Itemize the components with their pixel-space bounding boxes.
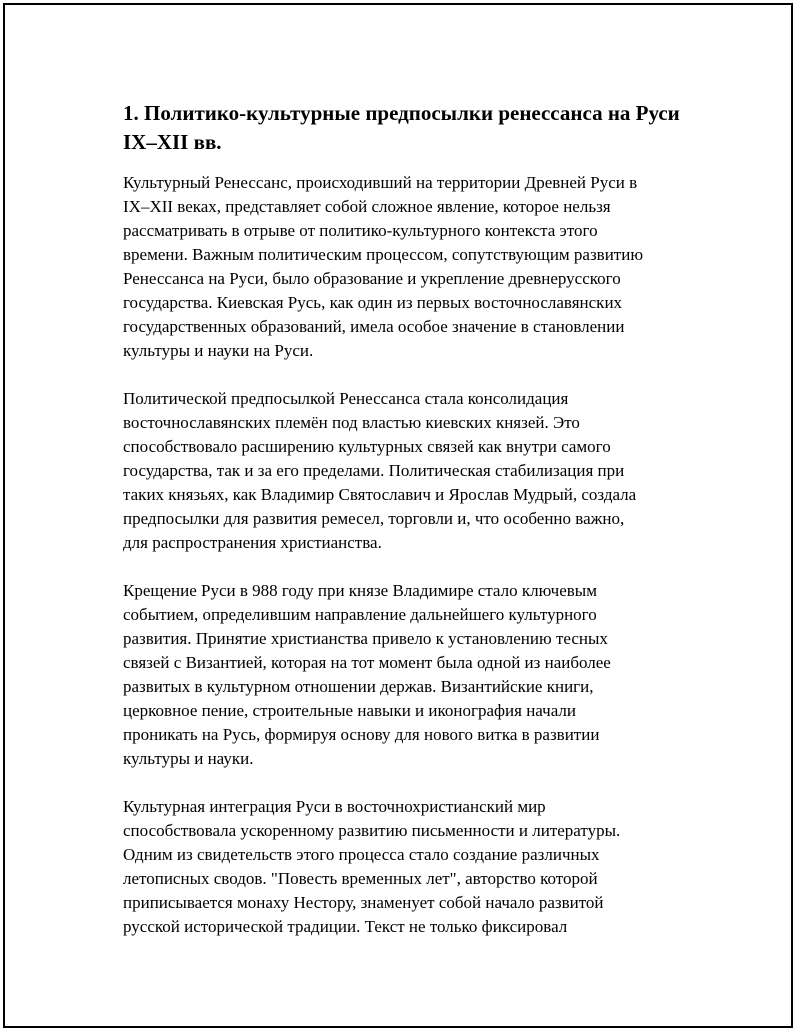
- paragraph-4: Культурная интеграция Руси в восточнохристианский мир способствовала ускоренному развитию письменности и литературы. Одним из свидетельств этого процесса стало создание различных летописных сводов. "Повесть временных лет", авторство которой приписывается монаху Нестору, знаменует собой начало развитой русской исторической традиции. Текст не только фиксировал: [123, 797, 621, 936]
- paragraph-1: Культурный Ренессанс, происходивший на территории Древней Руси в IX–XII веках, представляет собой сложное явление, которое нельзя рассматривать в отрыве от политико-культурного контекста этого времени. Важным политическим процессом, сопутствующим развитию Ренессанса на Руси, было образование и укрепление древнерусского государства. Киевская Русь, как один из первых восточнославянских государственных образований, имела особое значение в становлении культуры и науки на Руси.: [123, 173, 644, 360]
- paragraph-2: Политической предпосылкой Ренессанса стала консолидация восточнославянских племён под властью киевских князей. Это способствовало расширению культурных связей как внутри самого государства, так и за его пределами. Политическая стабилизация при таких князьях, как Владимир Святославич и Ярослав Мудрый, создала предпосылки для развития ремесел, торговли и, что особенно важно, для распространения христианства.: [123, 389, 637, 552]
- paragraph-3: Крещение Руси в 988 году при князе Владимире стало ключевым событием, определившим направление дальнейшего культурного развития. Принятие христианства привело к установлению тесных связей с Византией, которая на тот момент была одной из наиболее развитых в культурном отношении держав. Византийские книги, церковное пение, строительные навыки и иконография начали проникать на Русь, формируя основу для нового витка в развитии культуры и науки.: [123, 581, 611, 768]
- page-frame: [3, 3, 793, 1028]
- section-heading: 1. Политико-культурные предпосылки ренессанса на Руси IX–XII вв.: [123, 101, 680, 154]
- document-body: [123, 99, 693, 939]
